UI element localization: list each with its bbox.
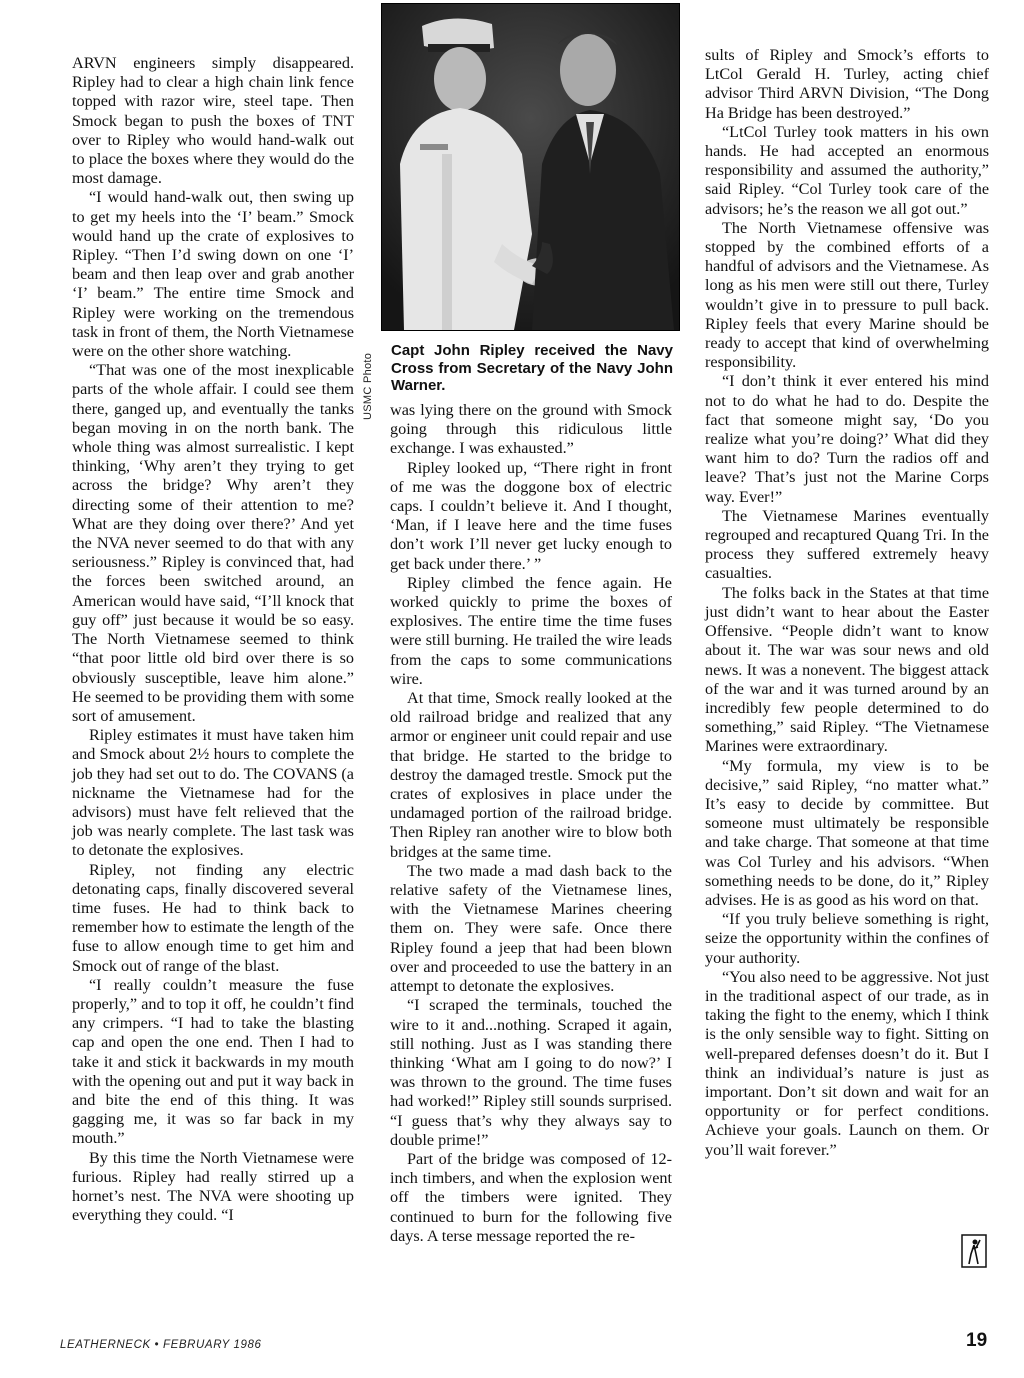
paragraph: The two made a mad dash back to the relative safety of the Vietnamese lines, with the Vietnamese Marines cheering them on. They were safe. Once there Ripley found a jeep that had been blown over and proceeded to use the battery in an attempt to detonate the explosives. <box>390 861 672 996</box>
paragraph: The North Vietnamese offensive was stopped by the combined efforts of a handful of advisors and the Vietnamese. As long as his men were still out there, Turley wouldn’t give in to pressure to pull back. Ripley feels that every Marine should be ready to accept that kind of overwhelming responsibility. <box>705 218 989 372</box>
article-column-2 <box>390 401 672 1246</box>
marine-end-mark-icon <box>961 1234 987 1268</box>
paragraph: “I really couldn’t measure the fuse properly,” and to top it off, he couldn’t find any crimpers. “I had to take the blasting cap and open the one end. Then I had to take it and stick it backwards in my mouth with the opening out and put it way back in and bite the end of this thing. It was gagging me, it was so far back in my mouth.” <box>72 975 354 1148</box>
paragraph: “I scraped the terminals, touched the wire to it and...nothing. Scraped it again, still nothing. Just as I was standing there thinking ‘What am I going to do now?’ I was thrown to the ground. The time fuses had worked!” Ripley still sounds surprised. “I guess that’s why they always say to double prime!” <box>390 996 672 1149</box>
paragraph: was lying there on the ground with Smock going through this ridiculous little exchange. I was exhausted.” <box>390 401 672 458</box>
ripley-warner-photo <box>381 3 680 331</box>
paragraph: The Vietnamese Marines eventually regrouped and recaptured Quang Tri. In the process they suffered extremely heavy casualties. <box>705 506 989 583</box>
paragraph: “You also need to be aggressive. Not just in the traditional aspect of our trade, as in taking the fight to the enemy, which I think is the only sensible way to fight. Sitting on well-prepared defenses doesn’t do it. But I think an individual’s nature is just as important. Don’t sit down and wait for an opportunity or for perfect conditions. Achieve your goals. Launch on them. Or you’ll wait forever.” <box>705 967 989 1159</box>
paragraph: sults of Ripley and Smock’s efforts to LtCol Gerald H. Turley, acting chief advisor Third ARVN Division, “The Dong Ha Bridge has been destroyed.” <box>705 46 989 122</box>
paragraph: “LtCol Turley took matters in his own hands. He had accepted an enormous responsibility and assumed the authority,” said Ripley. “Col Turley took care of the advisors; he’s the reason we all got out.” <box>705 122 989 218</box>
paragraph: The folks back in the States at that time just didn’t want to hear about the Easter Offensive. “People didn’t want to know about it. The war was sour news and old news. It was a nonevent. The biggest attack of the war and it was turned around by an incredibly few people determined to do something,” said Ripley. “The Vietnamese Marines were extraordinary. <box>705 583 989 756</box>
paragraph: At that time, Smock really looked at the old railroad bridge and realized that any armor or engineer unit could repair and use that bridge. He started to the bridge to destroy the damaged trestle. Smock put the crates of explosives in place under the undamaged portion of the railroad bridge. Then Ripley ran another wire to blow both bridges at the same time. <box>390 689 672 861</box>
article-column-1 <box>72 54 354 1225</box>
paragraph: “I would hand-walk out, then swing up to get my heels into the ‘I’ beam.” Smock would hand up the crate of explosives to Ripley. “Then I’d swing down on one ‘I’ beam and then leap over and grab another ‘I’ beam.” The entire time Smock and Ripley were working on the tremendous task in front of them, the North Vietnamese were on the other shore watching. <box>72 188 354 361</box>
paragraph: ARVN engineers simply disappeared. Ripley had to clear a high chain link fence topped with razor wire, steel tape. Then Smock began to push the boxes of TNT over to Ripley who would hand-walk out to place the boxes where they would do the most damage. <box>72 54 354 188</box>
paragraph: Ripley looked up, “There right in front of me was the doggone box of electric caps. I couldn’t believe it. And I thought, ‘Man, if I leave here and the time fuses don’t work I’ll never get lucky enough to get back under there.’ ” <box>390 458 672 573</box>
footer-publication: LEATHERNECK • FEBRUARY 1986 <box>60 1339 262 1351</box>
paragraph: Ripley estimates it must have taken him and Smock about 2½ hours to complete the job they had set out to do. The COVANS (a nickname the Vietnamese had for the advisors) must have felt relieved that the job was nearly complete. The last task was to detonate the explosives. <box>72 726 354 860</box>
paragraph: Part of the bridge was composed of 12-inch timbers, and when the explosion went off the timbers were ignited. They continued to burn for the following five days. A terse message reported the re- <box>390 1149 672 1245</box>
paragraph: “My formula, my view is to be decisive,” said Ripley, “no matter what.” It’s easy to decide by committee. But someone must ultimately be responsible and take charge. That someone at that time was Col Turley and his advisors. “When something needs to be done, do it,” Ripley advises. He is as good as his word on that. <box>705 756 989 909</box>
paragraph: “That was one of the most inexplicable parts of the whole affair. I could see them there, ganged up, and eventually the tanks began moving in on the north bank. The whole thing was almost surrealistic. I kept thinking, ‘Why aren’t they trying to get across the bridge? Why aren’t they directing some of their attention to me? What are they doing over there?’ And yet the NVA never seemed to do that with any seriousness.” Ripley is convinced that, had the forces been switched around, an American would have said, “I’ll knock that guy off” just because it would be so easy. The North Vietnamese seemed to think “that poor little old bird over there is so obviously susceptible, leave him alone.” He seemed to be providing them with some sort of amusement. <box>72 361 354 725</box>
paragraph: “I don’t think it ever entered his mind not to do what he had to do. Despite the fact that someone might say, ‘Do you realize what you’re doing?’ What did they want him to do? Turn the radios off and leave? That’s just not the Marine Corps way. Ever!” <box>705 372 989 506</box>
paragraph: By this time the North Vietnamese were furious. Ripley had really stirred up a hornet’s nest. The NVA were shooting up everything they could. “I <box>72 1148 354 1225</box>
handshake-photo-image <box>382 4 679 330</box>
paragraph: Ripley, not finding any electric detonating caps, finally discovered several time fuses. He had to think back to remember how to estimate the length of the fuse to allow enough time to get him and Smock out of range of the blast. <box>72 860 354 975</box>
paragraph: Ripley climbed the fence again. He worked quickly to prime the boxes of explosives. The entire time the time fuses were still burning. He trailed the wire leads from the caps to some communications wire. <box>390 573 672 688</box>
article-column-3 <box>705 46 989 1160</box>
photo-caption: Capt John Ripley received the Navy Cross from Secretary of the Navy John Warner. <box>391 342 673 394</box>
photo-credit: USMC Photo <box>362 352 374 420</box>
paragraph: “If you truly believe something is right, seize the opportunity within the confines of your authority. <box>705 910 989 967</box>
page-number: 19 <box>966 1330 988 1351</box>
